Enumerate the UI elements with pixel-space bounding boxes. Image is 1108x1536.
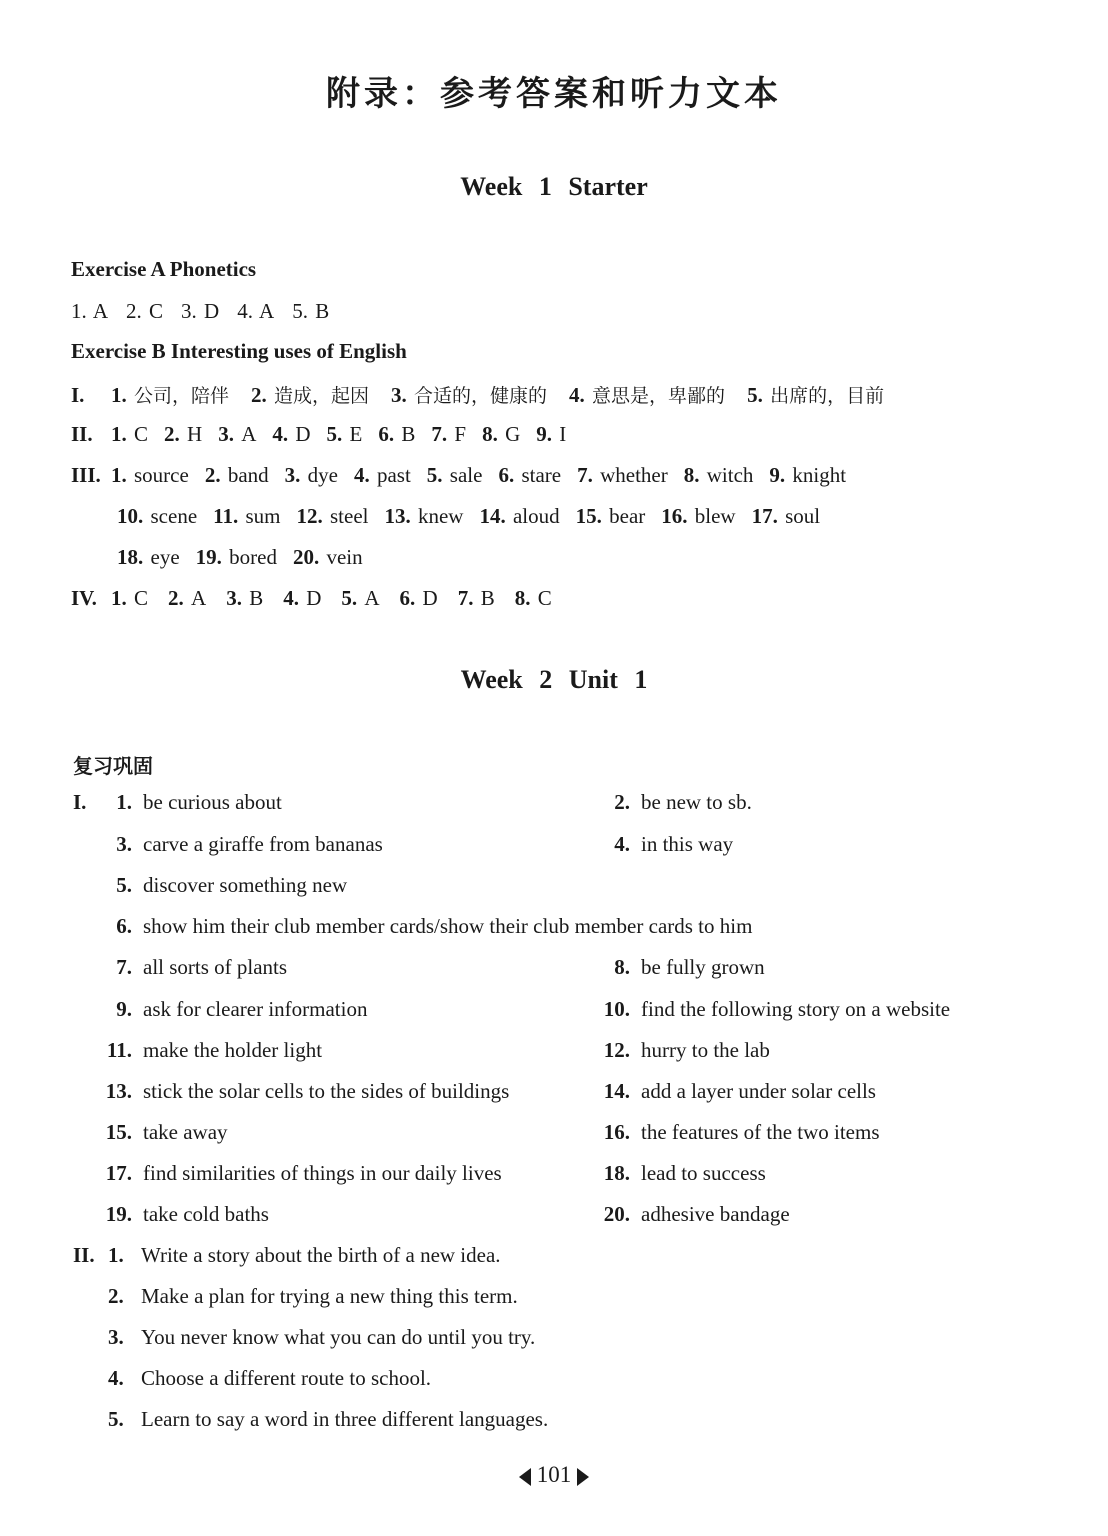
answer-number: 16. bbox=[661, 504, 695, 528]
item-number: 6. bbox=[116, 914, 132, 938]
answer-text: 出席的，目前 bbox=[770, 385, 885, 407]
answer-item bbox=[354, 463, 411, 488]
answer-number: 5. bbox=[747, 383, 771, 407]
roman-numeral: II. bbox=[73, 1243, 95, 1267]
item-text: the features of the two items bbox=[641, 1120, 880, 1144]
item-number: 4. bbox=[614, 832, 630, 856]
item-text: all sorts of plants bbox=[143, 955, 288, 979]
answer-item bbox=[384, 504, 463, 529]
answer-number: 4. bbox=[353, 463, 377, 487]
answer-item bbox=[427, 463, 483, 488]
answer-text: knew bbox=[417, 504, 464, 528]
answer-number: 17. bbox=[751, 504, 786, 528]
answer-number: 1. bbox=[111, 463, 134, 487]
item-number: 7. bbox=[116, 955, 132, 979]
answer-item: 1. A bbox=[71, 299, 109, 323]
item-number: 4. bbox=[108, 1366, 124, 1390]
part-iii-row bbox=[71, 463, 862, 504]
answer-number: 5. bbox=[341, 586, 365, 610]
item-text: Write a story about the birth of a new idea. bbox=[141, 1243, 501, 1267]
answer-text: E bbox=[349, 422, 363, 446]
answer-number: 6. bbox=[378, 422, 402, 446]
answer-text: A bbox=[364, 586, 380, 610]
answer-item: 3. D bbox=[181, 299, 220, 323]
item-number: 2. bbox=[108, 1284, 124, 1308]
answer-number: 7. bbox=[431, 422, 455, 446]
answer-number: 4. bbox=[283, 586, 307, 610]
answer-text: B bbox=[249, 586, 264, 610]
item-text: be curious about bbox=[143, 790, 282, 814]
answer-item bbox=[272, 422, 310, 447]
answer-item bbox=[378, 422, 415, 447]
item-number: 2. bbox=[614, 790, 630, 814]
item-text: You never know what you can do until you try. bbox=[141, 1325, 536, 1349]
answer-number: 20. bbox=[292, 545, 327, 569]
roman-numeral: II. bbox=[71, 422, 93, 446]
item-number: 17. bbox=[105, 1161, 132, 1185]
item-number: 19. bbox=[105, 1202, 132, 1226]
answer-item bbox=[661, 504, 735, 529]
answer-text: F bbox=[454, 422, 467, 446]
item-text: show him their club member cards/show their club member cards to him bbox=[143, 914, 753, 938]
page-title: 附录：参考答案和听力文本 bbox=[326, 74, 782, 114]
item-text: discover something new bbox=[143, 873, 348, 897]
answer-text: A bbox=[191, 586, 207, 610]
answer-text: I bbox=[559, 422, 567, 446]
answer-number: 3. bbox=[218, 422, 242, 446]
item-text: Choose a different route to school. bbox=[141, 1366, 432, 1390]
answer-number: 13. bbox=[384, 504, 418, 528]
answer-item bbox=[769, 463, 846, 488]
item-text: stick the solar cells to the sides of buildings bbox=[143, 1079, 510, 1103]
answer-text: sum bbox=[245, 504, 281, 528]
answer-item bbox=[458, 586, 495, 611]
roman-numeral: IV. bbox=[71, 586, 97, 610]
answer-item bbox=[498, 463, 561, 488]
answer-text: stare bbox=[521, 463, 562, 487]
item-number: 15. bbox=[105, 1120, 132, 1144]
item-number: 1. bbox=[108, 1243, 124, 1267]
item-number: 8. bbox=[614, 955, 630, 979]
answer-item bbox=[341, 586, 379, 611]
answer-number: 2. bbox=[251, 383, 275, 407]
answer-number: 6. bbox=[498, 463, 522, 487]
answer-text: 造成，起因 bbox=[274, 385, 370, 407]
roman-numeral: I. bbox=[71, 383, 85, 407]
item-text: find the following story on a website bbox=[641, 997, 951, 1021]
week2-heading: Week 2 Unit 1 bbox=[460, 665, 648, 694]
answer-text: whether bbox=[600, 463, 668, 487]
answer-item bbox=[684, 463, 754, 488]
answer-text: blew bbox=[694, 504, 736, 528]
page-number-text: 101 bbox=[536, 1462, 572, 1487]
prev-triangle-icon bbox=[519, 1468, 531, 1486]
part-i-answers bbox=[71, 381, 906, 408]
item-number: 11. bbox=[106, 1038, 132, 1062]
item-number: 14. bbox=[603, 1079, 630, 1103]
answer-number: 5. bbox=[426, 463, 450, 487]
answer-number: 12. bbox=[296, 504, 330, 528]
answer-item bbox=[391, 381, 547, 408]
answer-text: vein bbox=[326, 545, 363, 569]
answer-item bbox=[164, 422, 202, 447]
answer-item bbox=[226, 586, 263, 611]
answer-item bbox=[479, 504, 559, 529]
answer-text: H bbox=[187, 422, 203, 446]
answer-number: 8. bbox=[482, 422, 506, 446]
item-text: carve a giraffe from bananas bbox=[143, 832, 383, 856]
item-number: 3. bbox=[116, 832, 132, 856]
item-number: 5. bbox=[116, 873, 132, 897]
answer-number: 9. bbox=[769, 463, 793, 487]
item-text: take away bbox=[143, 1120, 228, 1144]
part-iv-answers bbox=[71, 586, 572, 611]
answer-item bbox=[218, 422, 256, 447]
answer-text: bored bbox=[229, 545, 277, 569]
part-ii-answers bbox=[71, 422, 582, 447]
item-text: Learn to say a word in three different languages. bbox=[141, 1407, 549, 1431]
exercise-a-title: Exercise A Phonetics bbox=[71, 257, 257, 281]
answer-item: 5. B bbox=[292, 299, 330, 323]
answer-text: past bbox=[376, 463, 411, 487]
answer-number: 18. bbox=[117, 545, 151, 569]
item-text: adhesive bandage bbox=[641, 1202, 790, 1226]
answer-item bbox=[285, 463, 338, 488]
answer-number: 14. bbox=[479, 504, 513, 528]
answer-number: 5. bbox=[326, 422, 350, 446]
answer-item bbox=[431, 422, 466, 447]
item-text: make the holder light bbox=[143, 1038, 323, 1062]
item-number: 10. bbox=[603, 997, 630, 1021]
item-number: 12. bbox=[603, 1038, 630, 1062]
answer-text: A bbox=[241, 422, 257, 446]
answer-item bbox=[293, 545, 363, 570]
answer-item bbox=[196, 545, 277, 570]
answer-text: bear bbox=[609, 504, 646, 528]
answer-item bbox=[283, 586, 321, 611]
answer-text: eye bbox=[150, 545, 180, 569]
answer-item bbox=[577, 463, 668, 488]
item-number: 3. bbox=[108, 1325, 124, 1349]
answer-item bbox=[168, 586, 206, 611]
answer-number: 9. bbox=[536, 422, 560, 446]
next-triangle-icon bbox=[577, 1468, 589, 1486]
answer-text: sale bbox=[449, 463, 483, 487]
part-iii-answers bbox=[71, 463, 862, 586]
answer-number: 11. bbox=[213, 504, 246, 528]
item-text: find similarities of things in our daily lives bbox=[143, 1161, 502, 1185]
page-number bbox=[0, 1462, 1108, 1488]
answer-text: D bbox=[422, 586, 438, 610]
answer-item bbox=[747, 381, 884, 408]
answer-item bbox=[536, 422, 566, 447]
exercise-a-answers bbox=[71, 299, 347, 324]
answer-text: B bbox=[401, 422, 416, 446]
roman-numeral: III. bbox=[71, 463, 101, 487]
item-text: take cold baths bbox=[143, 1202, 269, 1226]
roman-numeral: I. bbox=[73, 790, 87, 814]
answer-text: 合适的，健康的 bbox=[414, 385, 548, 407]
answer-item bbox=[213, 504, 280, 529]
item-number: 5. bbox=[108, 1407, 124, 1431]
item-number: 16. bbox=[603, 1120, 630, 1144]
answer-number: 7. bbox=[577, 463, 601, 487]
answer-number: 2. bbox=[168, 586, 192, 610]
answer-number: 15. bbox=[575, 504, 610, 528]
answer-number: 4. bbox=[272, 422, 296, 446]
answer-item bbox=[111, 381, 229, 408]
answer-number: 8. bbox=[683, 463, 707, 487]
part-iii-row bbox=[71, 545, 862, 586]
answer-text: source bbox=[134, 463, 189, 487]
item-text: in this way bbox=[641, 832, 734, 856]
item-number: 18. bbox=[603, 1161, 630, 1185]
answer-text: steel bbox=[330, 504, 369, 528]
answer-item bbox=[117, 504, 197, 529]
week1-heading: Week 1 Starter bbox=[460, 172, 648, 201]
item-number: 13. bbox=[105, 1079, 132, 1103]
item-text: be fully grown bbox=[641, 955, 765, 979]
answer-text: soul bbox=[785, 504, 821, 528]
answer-item bbox=[327, 422, 363, 447]
answer-text: D bbox=[306, 586, 322, 610]
answer-item bbox=[297, 504, 369, 529]
answer-text: aloud bbox=[512, 504, 560, 528]
answer-item bbox=[515, 586, 552, 611]
review-section-title: 复习巩固 bbox=[73, 754, 153, 778]
item-number: 9. bbox=[116, 997, 132, 1021]
answer-text: dye bbox=[307, 463, 338, 487]
answer-number: 4. bbox=[569, 383, 593, 407]
item-text: Make a plan for trying a new thing this term. bbox=[141, 1284, 518, 1308]
answer-item: 4. A bbox=[237, 299, 275, 323]
answer-text: knight bbox=[792, 463, 847, 487]
answer-text: 公司，陪伴 bbox=[134, 385, 230, 407]
answer-text: scene bbox=[150, 504, 198, 528]
answer-text: 意思是，卑鄙的 bbox=[592, 385, 726, 407]
answer-number: 3. bbox=[226, 586, 250, 610]
answer-number: 3. bbox=[391, 383, 415, 407]
answer-number: 1. bbox=[111, 586, 134, 610]
answer-number: 2. bbox=[204, 463, 228, 487]
answer-item bbox=[576, 504, 646, 529]
answer-text: G bbox=[505, 422, 521, 446]
item-number: 1. bbox=[116, 790, 132, 814]
answer-text: B bbox=[480, 586, 495, 610]
item-text: add a layer under solar cells bbox=[641, 1079, 876, 1103]
answer-item bbox=[752, 504, 821, 529]
answer-number: 6. bbox=[399, 586, 423, 610]
answer-item bbox=[117, 545, 180, 570]
answer-text: C bbox=[134, 586, 149, 610]
answer-item bbox=[111, 463, 189, 488]
answer-number: 3. bbox=[284, 463, 308, 487]
answer-number: 7. bbox=[457, 586, 481, 610]
answer-text: band bbox=[227, 463, 269, 487]
answer-text: C bbox=[134, 422, 149, 446]
answer-number: 1. bbox=[111, 422, 134, 446]
answer-item bbox=[482, 422, 520, 447]
answer-number: 10. bbox=[117, 504, 151, 528]
item-text: hurry to the lab bbox=[641, 1038, 770, 1062]
answer-text: C bbox=[537, 586, 552, 610]
part-iii-row bbox=[71, 504, 862, 545]
answer-item bbox=[569, 381, 725, 408]
item-text: lead to success bbox=[641, 1161, 766, 1185]
answer-item: 2. C bbox=[126, 299, 164, 323]
answer-number: 2. bbox=[164, 422, 188, 446]
answer-item bbox=[111, 586, 148, 611]
answer-number: 1. bbox=[111, 383, 134, 407]
answer-item bbox=[111, 422, 148, 447]
answer-number: 19. bbox=[195, 545, 230, 569]
answer-item bbox=[205, 463, 269, 488]
answer-number: 8. bbox=[514, 586, 538, 610]
item-number: 20. bbox=[603, 1202, 630, 1226]
item-text: be new to sb. bbox=[641, 790, 752, 814]
answer-item bbox=[400, 586, 438, 611]
item-text: ask for clearer information bbox=[143, 997, 368, 1021]
exercise-b-title: Exercise B Interesting uses of English bbox=[71, 339, 407, 363]
answer-item bbox=[251, 381, 369, 408]
answer-text: D bbox=[295, 422, 311, 446]
answer-text: witch bbox=[706, 463, 754, 487]
